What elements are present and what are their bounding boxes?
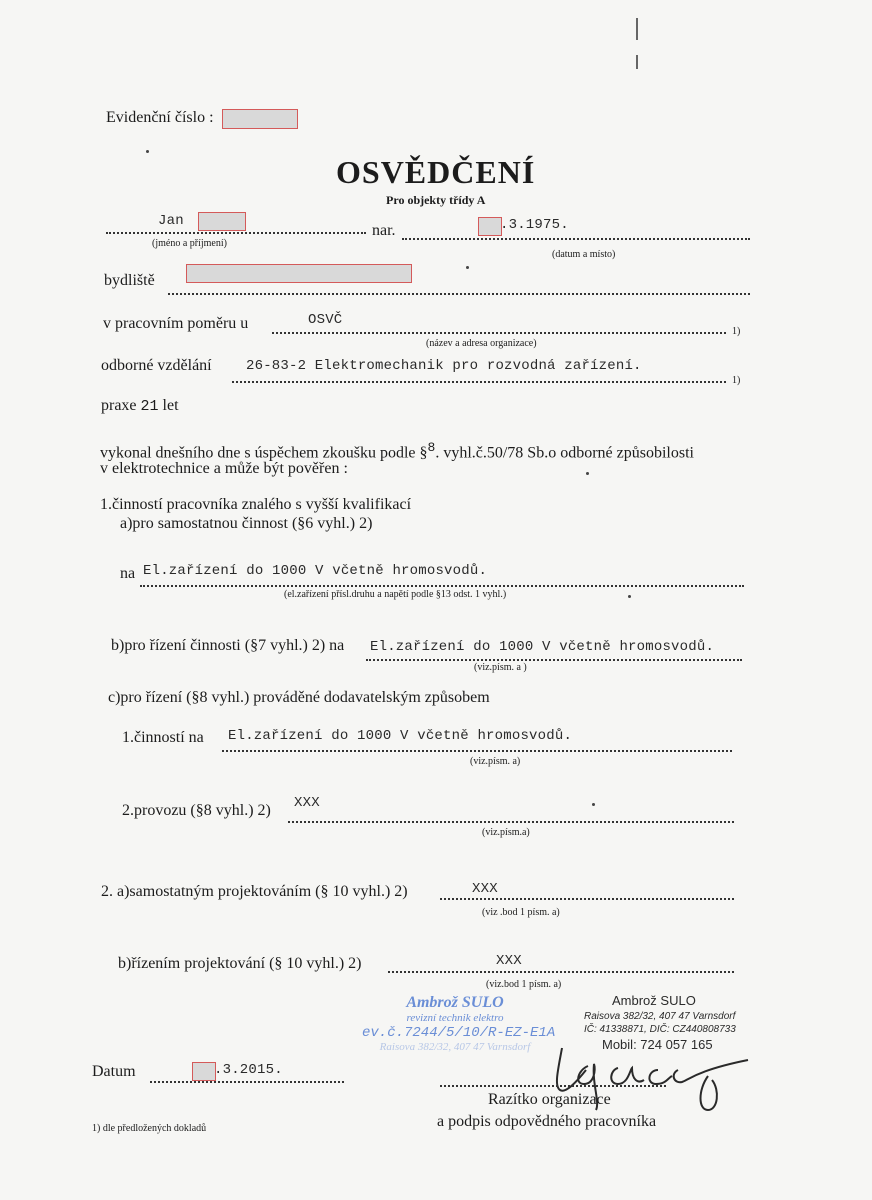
blue-stamp-address: Raisova 382/32, 407 47 Varnsdorf [379, 1041, 531, 1053]
date-value: .3.2015. [214, 1062, 283, 1078]
section1-heading: 1.činností pracovníka znalého s vyšší kvalifikací [100, 496, 412, 513]
signature-dotline [440, 1085, 666, 1087]
birthdate-redaction [478, 217, 502, 236]
page-subtitle: Pro objekty třídy A [386, 193, 486, 207]
evidence-label: Evidenční číslo : [106, 109, 214, 126]
section1-b-label: b)pro řízení činnosti (§7 vyhl.) 2) na [111, 637, 345, 654]
birth-caption: (datum a místo) [552, 249, 616, 260]
birth-dotline [402, 238, 750, 240]
residence-label: bydliště [104, 272, 155, 289]
speck [592, 803, 595, 806]
section1-c1-caption: (viz.písm. a) [470, 756, 521, 767]
blue-stamp-role: revizní technik elektro [406, 1012, 504, 1024]
section2-a-dotline [440, 898, 734, 900]
education-value: 26-83-2 Elektromechanik pro rozvodná zařízení. [246, 358, 642, 374]
date-label: Datum [92, 1063, 136, 1080]
born-label: nar. [372, 222, 396, 239]
page-title: OSVĚDČENÍ [336, 154, 536, 190]
section2-a-caption: (viz .bod 1 písm. a) [482, 907, 560, 918]
section1-a-caption: (el.zařízení přísl.druhu a napětí podle §13 odst. 1 vyhl.) [284, 589, 507, 600]
section2-a-value: XXX [472, 881, 498, 897]
practice-years: 21 [140, 398, 159, 415]
education-label: odborné vzdělání [101, 357, 212, 374]
statement-text-a: vykonal dnešního dne s úspěchem zkoušku podle § [100, 444, 428, 462]
section2-b-value: XXX [496, 953, 522, 969]
blue-stamp-evidence: ev.č.7244/5/10/R-EZ-E1A [362, 1025, 556, 1041]
section1-b-caption: (viz.písm. a ) [474, 662, 527, 673]
signature-caption-1: Razítko organizace [488, 1091, 611, 1108]
speck [586, 472, 589, 475]
section2-b-label: b)řízením projektování (§ 10 vyhl.) 2) [118, 955, 362, 972]
statement-line-1 [100, 440, 694, 462]
section1-b-value: El.zařízení do 1000 V včetně hromosvodů. [370, 639, 715, 655]
section1-c1-dotline [222, 750, 732, 752]
section2-b-dotline [388, 971, 734, 973]
section1-c2-value: XXX [294, 795, 320, 811]
company-stamp-phone: Mobil: 724 057 165 [602, 1037, 713, 1052]
speck [466, 266, 469, 269]
education-note: 1) [732, 375, 741, 386]
employment-value: OSVČ [308, 312, 343, 328]
section1-b-dotline [366, 659, 742, 661]
residence-redaction [186, 264, 412, 283]
education-dotline [232, 381, 726, 383]
employment-dotline [272, 332, 726, 334]
blue-stamp-name: Ambrož SULO [406, 994, 504, 1011]
employment-note: 1) [732, 326, 741, 337]
surname-redaction [198, 212, 246, 231]
company-stamp-ids: IČ: 41338871, DIČ: CZ440808733 [584, 1024, 736, 1035]
statement-text-b: . vyhl.č.50/78 Sb.o odborné způsobilosti [435, 444, 694, 462]
section2-a-label: 2. a)samostatným projektováním (§ 10 vyhl.) 2) [101, 883, 408, 900]
employment-label: v pracovním poměru u [103, 315, 249, 332]
section1-c-label: c)pro řízení (§8 vyhl.) prováděné dodavatelským způsobem [108, 689, 490, 706]
section1-a-label: a)pro samostatnou činnost (§6 vyhl.) 2) [120, 515, 373, 532]
first-name-value: Jan [158, 213, 184, 229]
practice-label: praxe [101, 397, 137, 414]
section1-a-dotline [140, 585, 744, 587]
section1-c2-label: 2.provozu (§8 vyhl.) 2) [122, 802, 271, 819]
section1-c2-caption: (viz.písm.a) [482, 827, 530, 838]
practice-suffix: let [162, 397, 179, 414]
company-stamp-address: Raisova 382/32, 407 47 Varnsdorf [584, 1011, 736, 1022]
date-dotline [150, 1081, 344, 1083]
signature-caption-2: a podpis odpovědného pracovníka [437, 1113, 657, 1130]
practice-line [101, 397, 179, 415]
section1-a-value: El.zařízení do 1000 V včetně hromosvodů. [143, 563, 488, 579]
section1-c1-label: 1.činností na [122, 729, 204, 746]
footnote: 1) dle předložených dokladů [92, 1123, 207, 1134]
statement-line-2: v elektrotechnice a může být pověřen : [100, 460, 348, 477]
speck [628, 595, 631, 598]
evidence-redaction [222, 109, 298, 129]
margin-mark [636, 18, 638, 40]
birth-date-value: .3.1975. [500, 217, 569, 233]
statement-paragraph: 8 [427, 440, 436, 455]
speck [146, 150, 149, 153]
company-stamp-name: Ambrož SULO [612, 993, 696, 1008]
section1-c2-dotline [288, 821, 734, 823]
margin-mark [636, 55, 638, 69]
residence-dotline [168, 293, 750, 295]
employment-caption: (název a adresa organizace) [426, 338, 537, 349]
blue-stamp [362, 994, 556, 1053]
name-dotline [106, 232, 366, 234]
date-redaction [192, 1062, 216, 1081]
section1-c1-value: El.zařízení do 1000 V včetně hromosvodů. [228, 728, 573, 744]
section2-b-caption: (viz.bod 1 písm. a) [486, 979, 562, 990]
name-caption: (jméno a příjmení) [152, 238, 227, 249]
section1-a-prefix: na [120, 565, 136, 582]
